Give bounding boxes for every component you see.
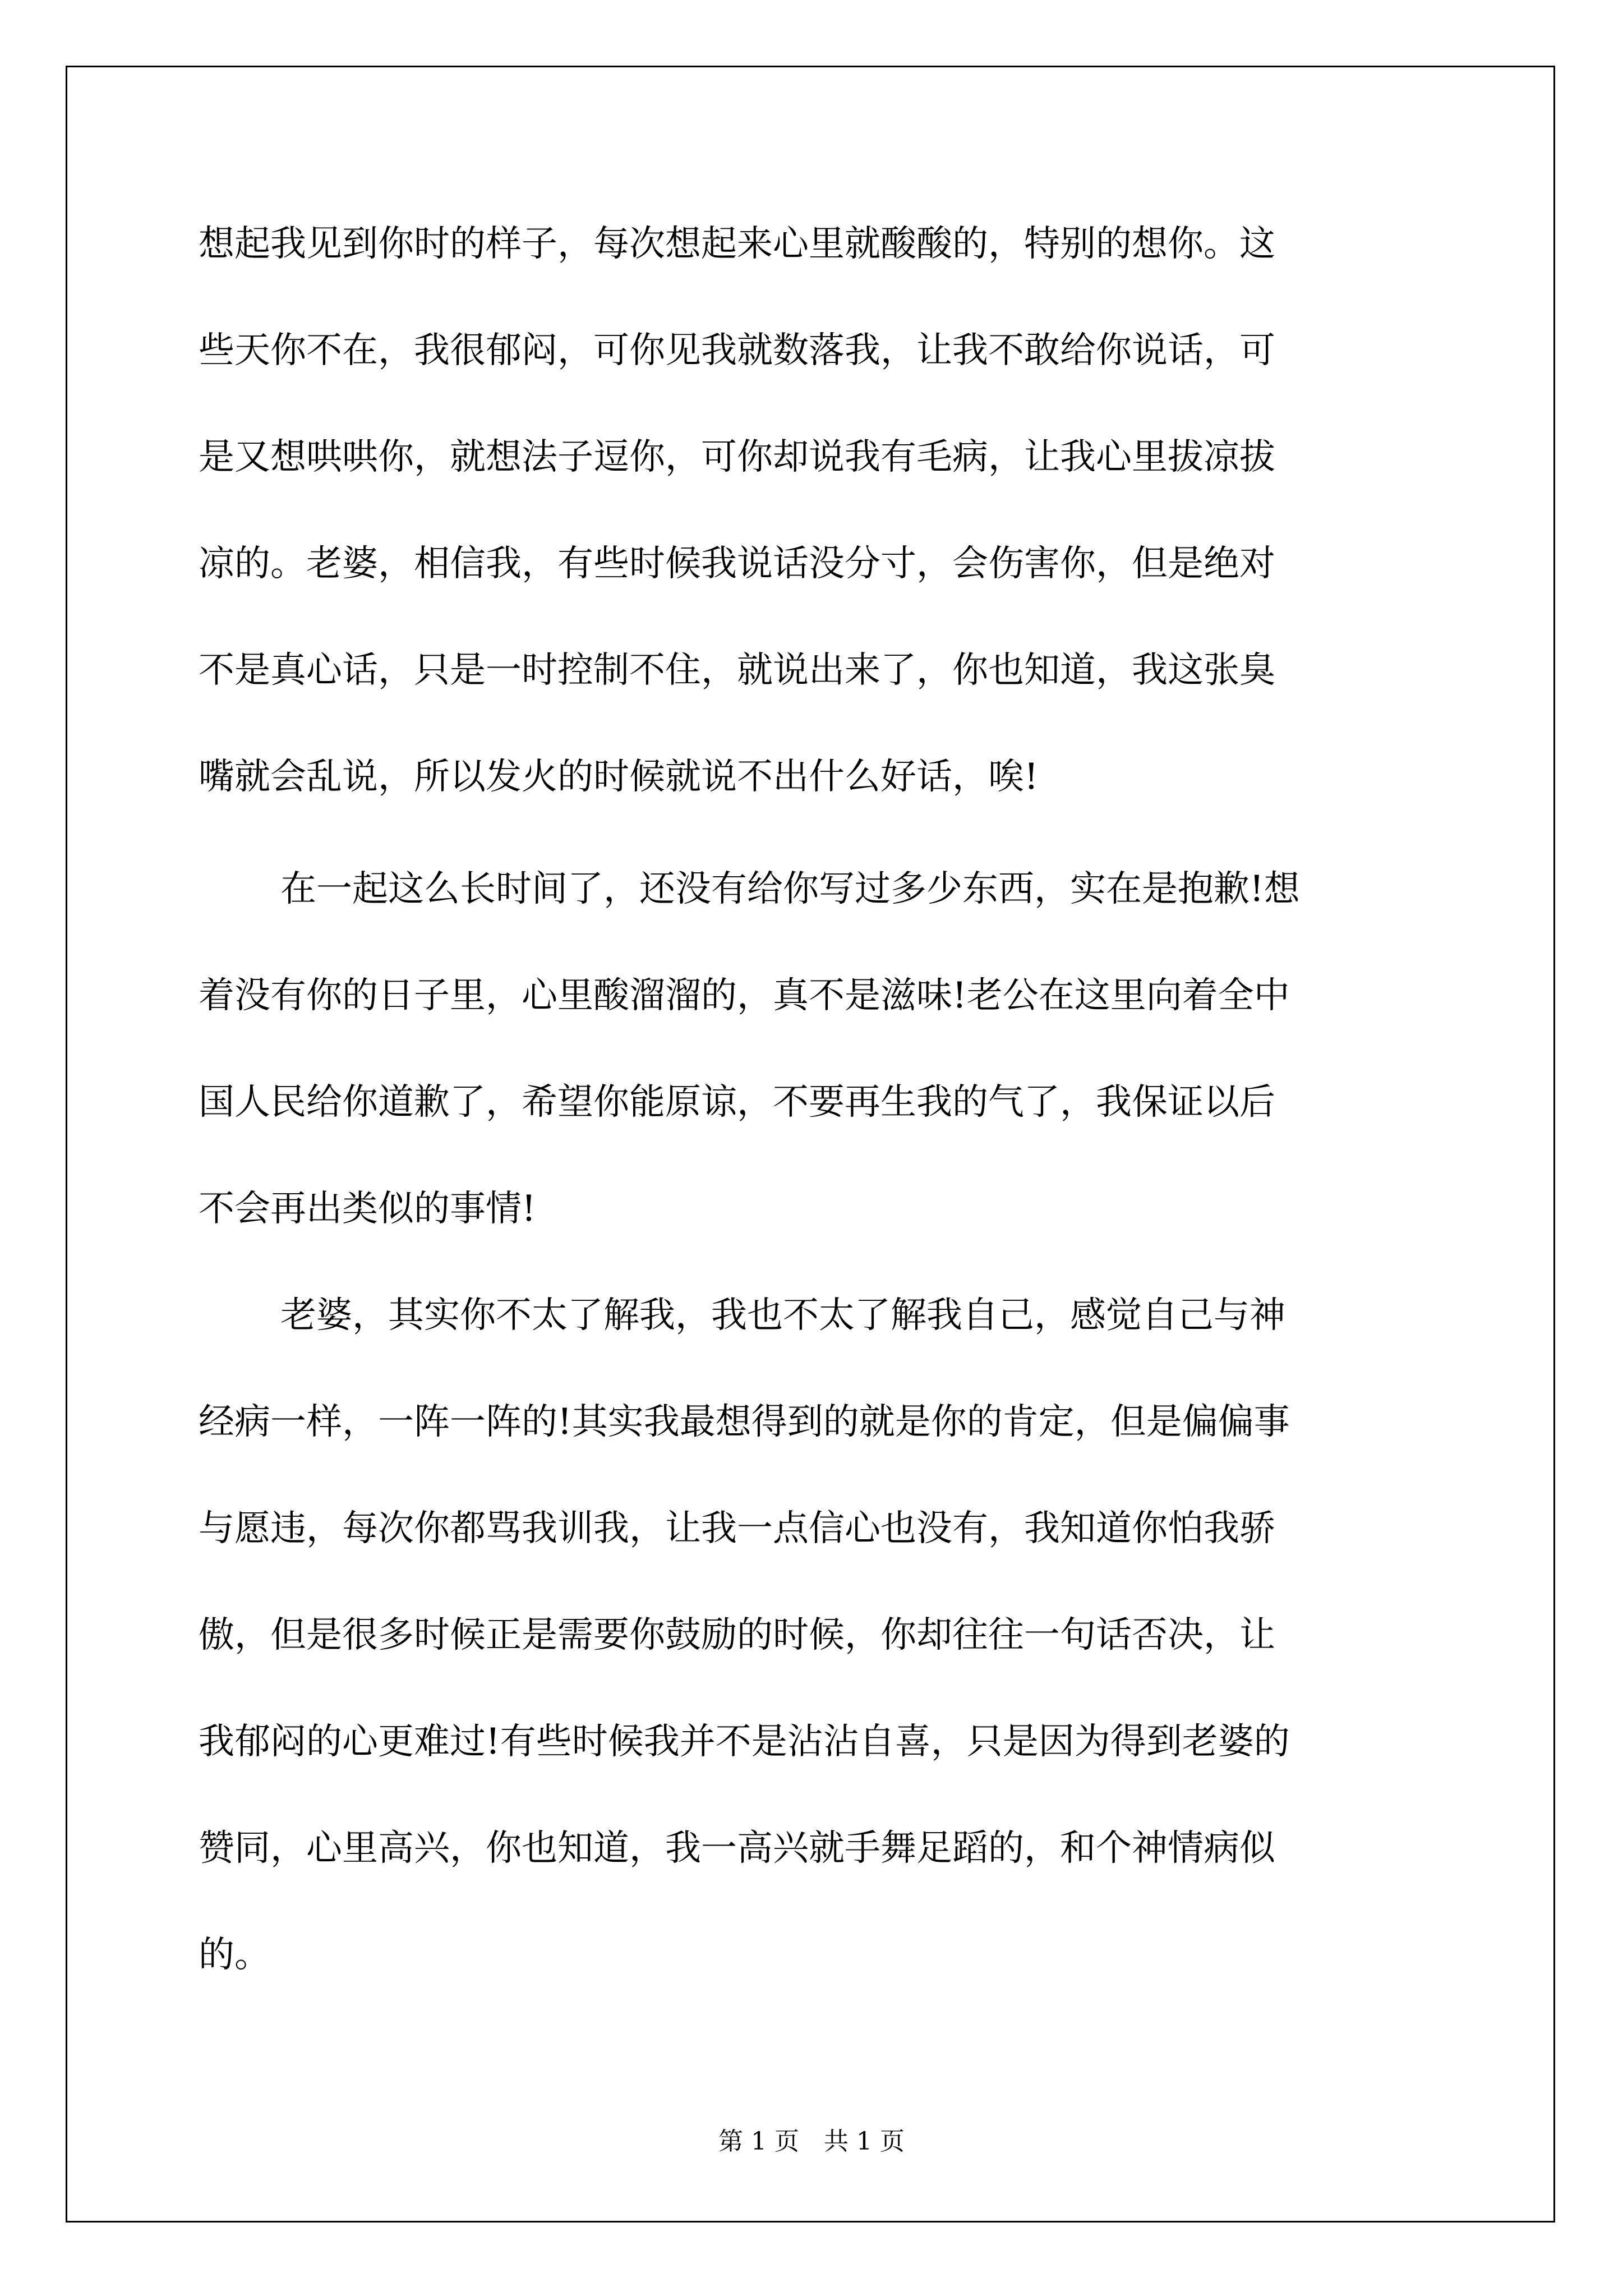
paragraph-line: 赞同，心里高兴，你也知道，我一高兴就手舞足蹈的，和个神情病似 [199, 1828, 1275, 1869]
paragraph-line: 不会再出类似的事情! [199, 1188, 536, 1230]
paragraph-line: 些天你不在，我很郁闷，可你见我就数落我，让我不敢给你说话，可 [199, 330, 1275, 371]
paragraph-line: 凉的。老婆，相信我，有些时候我说话没分寸，会伤害你，但是绝对 [199, 543, 1275, 585]
paragraph-line: 的。 [199, 1934, 270, 1976]
paragraph-line: 国人民给你道歉了，希望你能原谅，不要再生我的气了，我保证以后 [199, 1082, 1275, 1123]
paragraph-line: 想起我见到你时的样子，每次想起来心里就酸酸的，特别的想你。这 [199, 223, 1275, 265]
paragraph-line: 嘴就会乱说，所以发火的时候就说不出什么好话，唉! [199, 756, 1039, 798]
paragraph-line: 我郁闷的心更难过!有些时候我并不是沾沾自喜，只是因为得到老婆的 [199, 1721, 1290, 1763]
paragraph-line: 经病一样，一阵一阵的!其实我最想得到的就是你的肯定，但是偏偏事 [199, 1401, 1290, 1443]
paragraph-line: 在一起这么长时间了，还没有给你写过多少东西，实在是抱歉!想 [280, 868, 1300, 910]
paragraph-line: 傲，但是很多时候正是需要你鼓励的时候，你却往往一句话否决，让 [199, 1614, 1275, 1656]
paragraph-line: 与愿违，每次你都骂我训我，让我一点信心也没有，我知道你怕我骄 [199, 1508, 1275, 1549]
paragraph-line: 是又想哄哄你，就想法子逗你，可你却说我有毛病，让我心里拔凉拔 [199, 436, 1275, 478]
paragraph-line: 老婆，其实你不太了解我，我也不太了解我自己，感觉自己与神 [280, 1295, 1285, 1336]
page-number-footer: 第 1 页 共 1 页 [718, 2127, 905, 2156]
page-border [66, 66, 1555, 2223]
paragraph-line: 着没有你的日子里，心里酸溜溜的，真不是滋味!老公在这里向着全中 [199, 975, 1290, 1016]
paragraph-line: 不是真心话，只是一时控制不住，就说出来了，你也知道，我这张臭 [199, 650, 1275, 691]
